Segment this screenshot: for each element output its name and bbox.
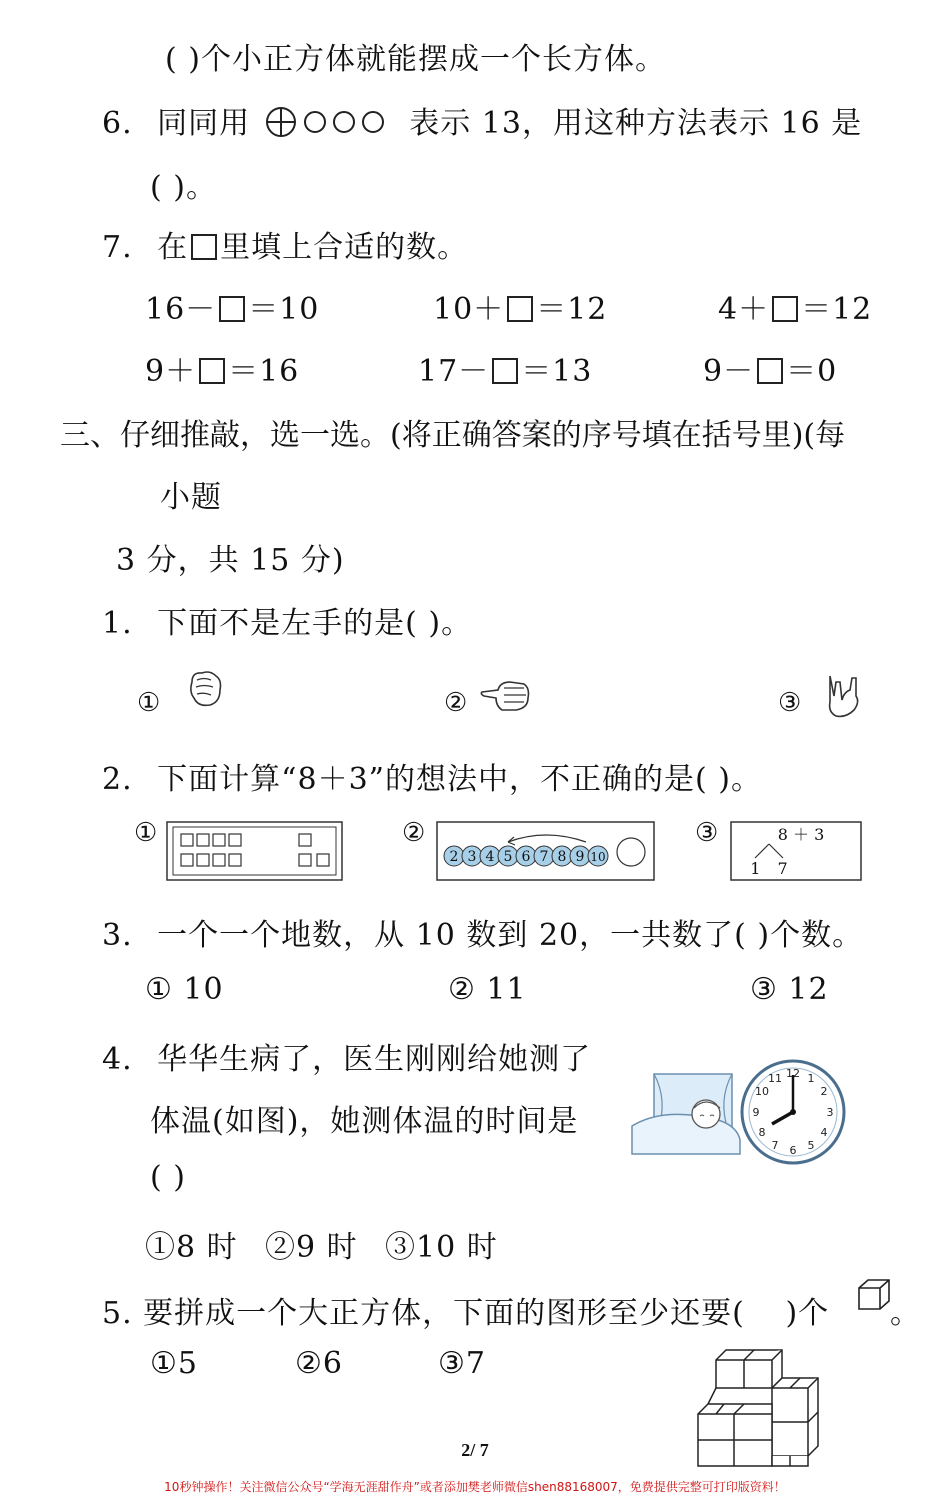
bead-label: 3 <box>467 849 477 865</box>
s3q2-option-3: ③ <box>695 818 720 848</box>
answer-box-icon <box>492 358 518 384</box>
bead-label: 2 <box>449 849 459 865</box>
s3q2-line <box>102 754 762 798</box>
clock-number: 9 <box>752 1106 760 1119</box>
q7-eq-1 <box>145 284 319 328</box>
s3q5-text-a: 要拼成一个大正方体，下面的图形至少还要( <box>143 1296 745 1331</box>
page-number: 2/ 7 <box>461 1440 489 1460</box>
s3q1-number: 1. <box>102 606 133 641</box>
bead-label: 7 <box>539 849 549 865</box>
s3q2-option-2: ② <box>402 818 427 848</box>
clock-number: 7 <box>771 1139 779 1152</box>
bead-label: 5 <box>503 849 513 865</box>
clock-number: 5 <box>807 1139 815 1152</box>
answer-box-icon <box>219 296 245 322</box>
s3q1-line <box>102 598 472 642</box>
eq-left: 9＋ <box>145 354 197 389</box>
small-cube-icon <box>856 1278 892 1312</box>
s3q3-option-1: ① 10 <box>145 972 224 1007</box>
s3q4-option-3: ③10 时 <box>385 1230 498 1265</box>
s3q3-line <box>102 910 863 954</box>
s3q1-option-2: ② <box>444 688 469 718</box>
clock-number: 3 <box>826 1106 834 1119</box>
clock-number: 8 <box>758 1126 766 1139</box>
s3q4-blank: ( ) <box>150 1160 186 1195</box>
pointing-hand-icon <box>480 676 532 716</box>
s3q1-option-1: ① <box>137 688 162 718</box>
bead-label: 4 <box>485 849 495 865</box>
bead-label: 8 <box>557 849 567 865</box>
rock-sign-hand-icon <box>822 672 864 722</box>
clock-number: 11 <box>768 1072 782 1085</box>
section-3-title: 三、仔细推敲，选一选。(将正确答案的序号填在括号里)(每 <box>60 418 846 453</box>
q7-line <box>102 222 468 266</box>
clock-number: 6 <box>789 1144 797 1157</box>
cube-counting-diagram <box>165 820 345 882</box>
fist-hand-icon <box>184 668 226 710</box>
q6-symbol-group <box>265 106 395 146</box>
section-3-line3: 3 分，共 15 分) <box>116 543 345 578</box>
q7-eq-3 <box>718 284 872 328</box>
footer-promo-text: 10秒钟操作！关注微信公众号“学海无涯甜作舟”或者添加樊老师微信shen88168007，免费提供完整可打印版资料！ <box>164 1480 786 1494</box>
sick-girl-in-bed-illustration <box>628 1070 743 1162</box>
clock-number: 1 <box>807 1072 815 1085</box>
s3q5-text-c: 。 <box>890 1296 921 1331</box>
tens-ones-circles-icon <box>265 106 395 138</box>
s3q4-text-2: 体温(如图)，她测体温的时间是 <box>150 1104 579 1139</box>
bead-label: 9 <box>575 849 585 865</box>
q6-text-b: 表示 13，用这种方法表示 16 是 <box>409 106 863 141</box>
s3q4-text-1: 华华生病了，医生刚刚给她测了 <box>157 1042 592 1077</box>
s3q1-option-3: ③ <box>778 688 803 718</box>
eq-right: ＝16 <box>228 354 300 389</box>
s3q5-option-1: ①5 <box>150 1346 198 1381</box>
s3q5-text-b: )个 <box>785 1296 830 1331</box>
analog-clock-icon <box>738 1057 848 1167</box>
s3q3-number: 3. <box>102 918 133 953</box>
s3q2-number: 2. <box>102 762 133 797</box>
eq-right: ＝10 <box>248 292 320 327</box>
s3q2-option-1: ① <box>134 818 159 848</box>
answer-box-icon <box>199 358 225 384</box>
q7-eq-2 <box>433 284 607 328</box>
clock-number: 10 <box>755 1085 769 1098</box>
s3q4-option-2: ②9 时 <box>265 1230 358 1265</box>
bead-label: 6 <box>521 849 531 865</box>
eq-left: 10＋ <box>433 292 505 327</box>
s3q4-option-1: ①8 时 <box>145 1230 238 1265</box>
eq-left: 9－ <box>703 354 755 389</box>
q6-number: 6. <box>102 106 133 141</box>
s3q5-option-2: ②6 <box>295 1346 343 1381</box>
s3q5-line <box>102 1288 829 1332</box>
answer-box-icon <box>191 234 217 260</box>
eq-right: ＝12 <box>536 292 608 327</box>
split-bottom-label: 1 7 <box>750 859 788 878</box>
clock-number: 4 <box>820 1126 828 1139</box>
q5-tail-text: ( )个小正方体就能摆成一个长方体。 <box>165 42 666 77</box>
section-3-line2: 小题 <box>160 480 222 515</box>
number-bead-caterpillar-diagram <box>436 820 656 882</box>
q6-text-a: 同同用 <box>157 106 251 141</box>
q7-number: 7. <box>102 230 133 265</box>
q7-pre: 在 <box>157 230 189 265</box>
eq-left: 4＋ <box>718 292 770 327</box>
q7-eq-5 <box>418 346 592 390</box>
q7-eq-6 <box>703 346 837 390</box>
s3q5-number: 5. <box>102 1296 133 1331</box>
s3q3-text: 一个一个地数，从 10 数到 20，一共数了( )个数。 <box>157 918 864 953</box>
s3q2-text: 下面计算“8＋3”的想法中，不正确的是( )。 <box>157 762 762 797</box>
answer-box-icon <box>507 296 533 322</box>
eq-right: ＝0 <box>786 354 838 389</box>
clock-number: 12 <box>786 1067 800 1080</box>
q6-line <box>102 98 862 146</box>
split-number-diagram <box>729 820 864 882</box>
s3q3-option-3: ③ 12 <box>750 972 829 1007</box>
eq-left: 17－ <box>418 354 490 389</box>
answer-box-icon <box>757 358 783 384</box>
q7-eq-4 <box>145 346 299 390</box>
q6-blank: ( )。 <box>150 170 217 205</box>
eq-right: ＝13 <box>521 354 593 389</box>
s3q4-line-1 <box>102 1034 591 1078</box>
split-top-label: 8 ＋ 3 <box>777 825 825 844</box>
answer-box-icon <box>772 296 798 322</box>
s3q3-option-2: ② 11 <box>448 972 527 1007</box>
s3q5-option-3: ③7 <box>438 1346 486 1381</box>
clock-number: 2 <box>820 1085 828 1098</box>
s3q1-text: 下面不是左手的是( )。 <box>157 606 473 641</box>
s3q4-number: 4. <box>102 1042 133 1077</box>
bead-label: 10 <box>590 850 606 864</box>
eq-left: 16－ <box>145 292 217 327</box>
q7-post: 里填上合适的数。 <box>220 230 469 265</box>
eq-right: ＝12 <box>801 292 873 327</box>
